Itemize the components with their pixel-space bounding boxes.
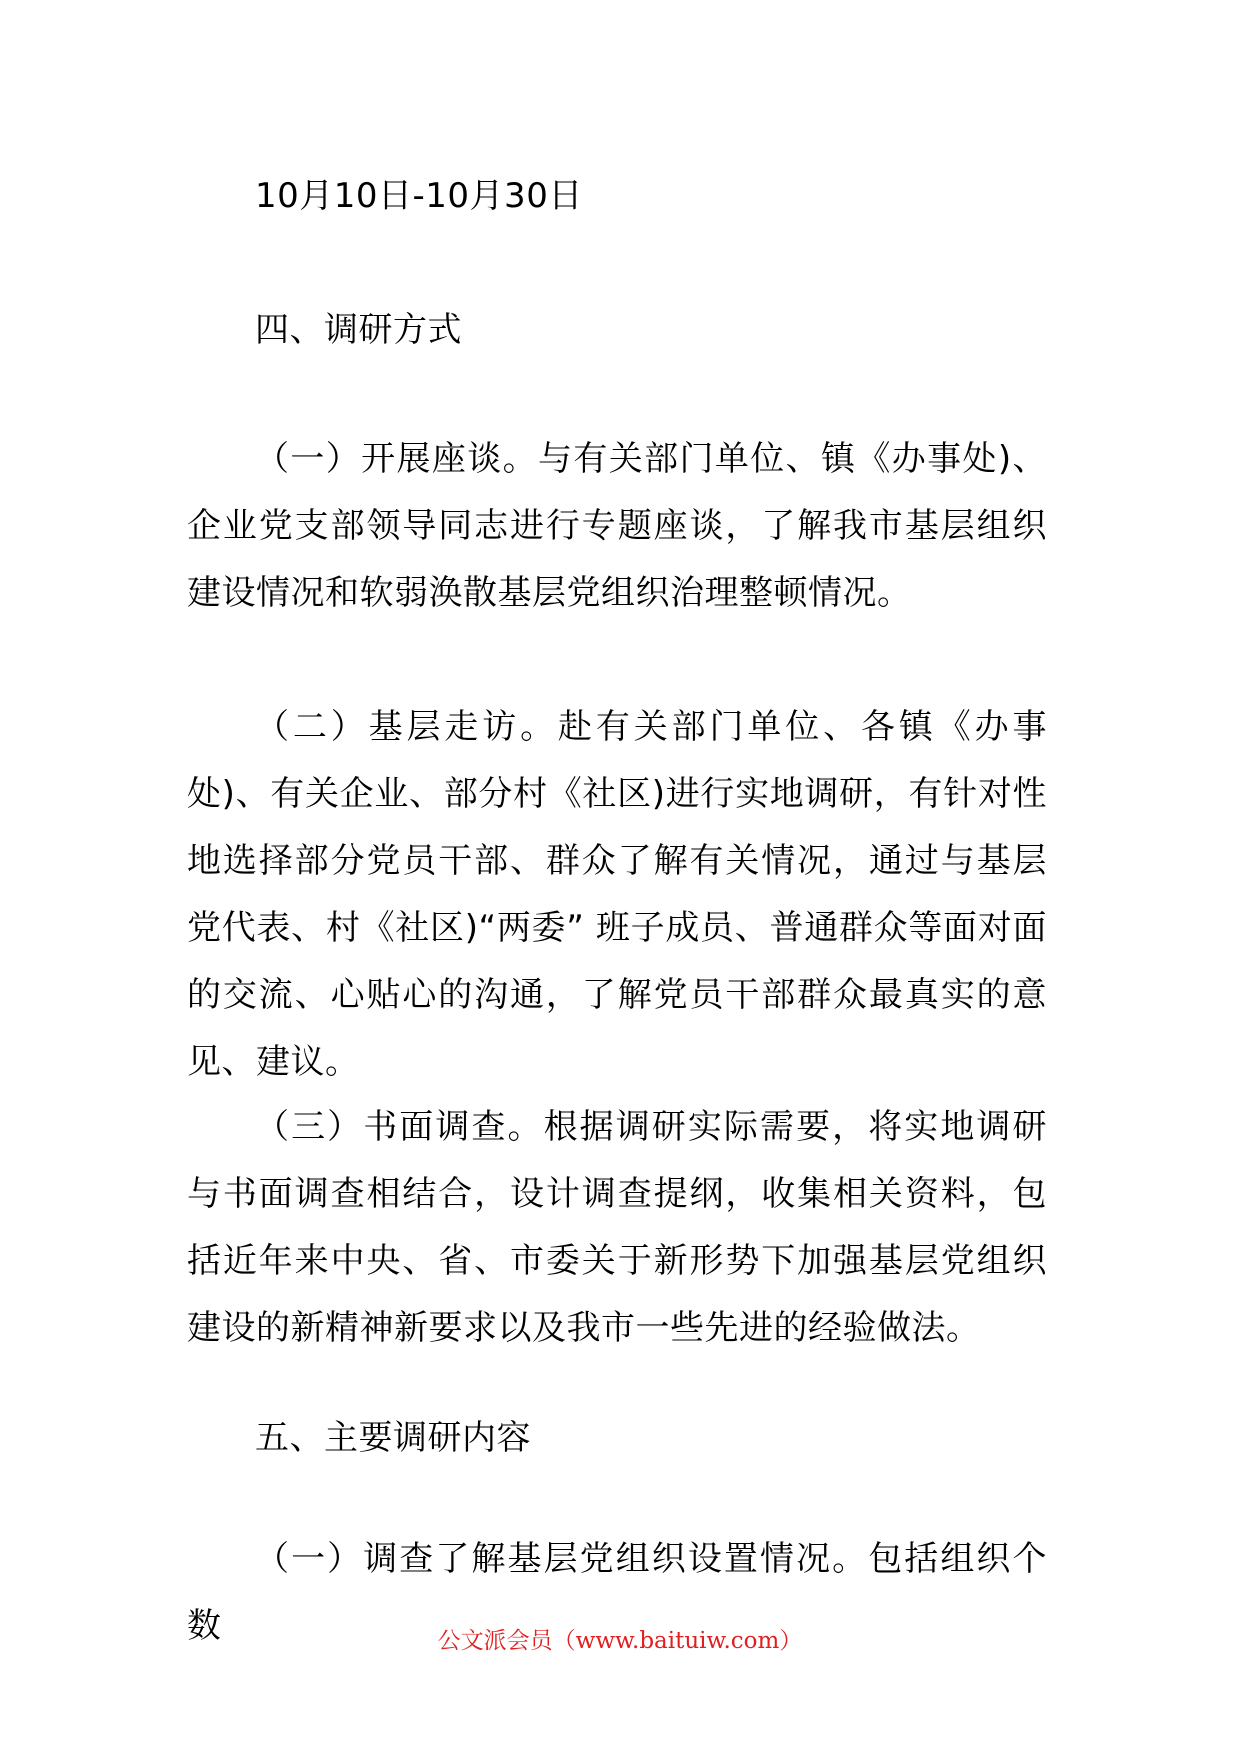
paragraph-field-visits: （二）基层走访。赴有关部门单位、各镇《办事处)、有关企业、部分村《社区)进行实地调研，有针对性地选择部分党员干部、群众了解有关情况，通过与基层党代表、村《社区)“两委” 班子成员、普通群众等面对面的交流、心贴心的沟通，了解党员干部群众最真实的意见、建议。 — [187, 707, 1047, 1082]
section-heading-four: 四、调研方式 — [255, 310, 462, 350]
paragraph-written-survey: （三）书面调查。根据调研实际需要，将实地调研与书面调查相结合，设计调查提纲，收集相关资料，包括近年来中央、省、市委关于新形势下加强基层党组织建设的新精神新要求以及我市一些先进的经验做法。 — [187, 1107, 1047, 1348]
date-range: 10月10日-10月30日 — [255, 176, 583, 216]
paragraph-discussion: （一）开展座谈。与有关部门单位、镇《办事处)、企业党支部领导同志进行专题座谈，了解我市基层组织建设情况和软弱涣散基层党组织治理整顿情况。 — [187, 439, 1047, 613]
paragraph-org-setup: （一）调查了解基层党组织设置情况。包括组织个数 — [187, 1539, 1047, 1646]
section-heading-five: 五、主要调研内容 — [255, 1418, 531, 1458]
footer-watermark: 公文派会员（www.baituiw.com） — [437, 1628, 803, 1654]
